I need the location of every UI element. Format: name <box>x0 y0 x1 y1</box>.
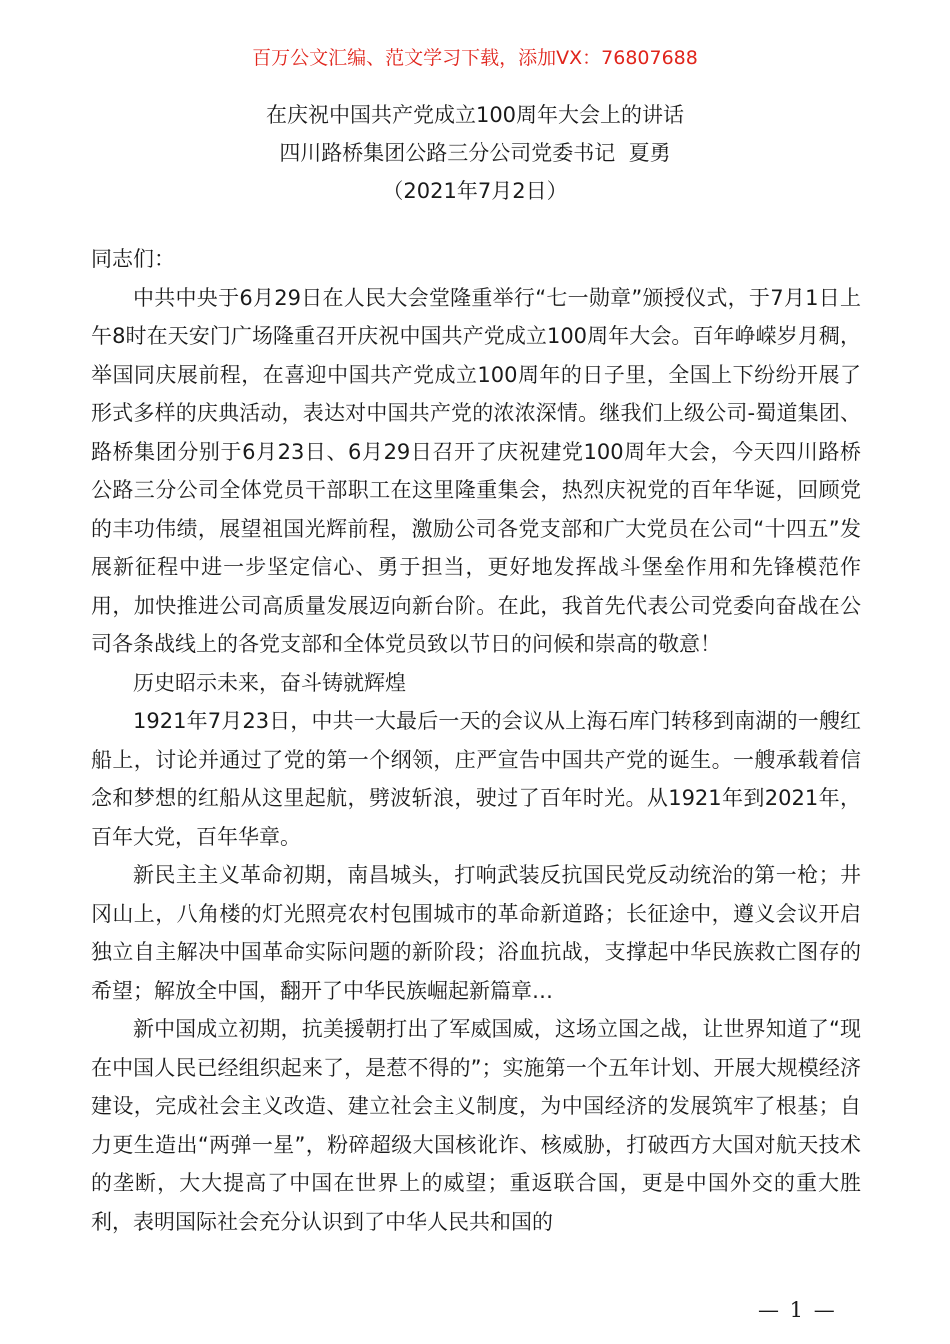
paragraph: 1921年7月23日，中共一大最后一天的会议从上海石库门转移到南湖的一艘红船上，讨论并通过了党的第一个纲领，庄严宣告中国共产党的诞生。一艘承载着信念和梦想的红船从这里起航，劈波斩浪，驶过了百年时光。从1921年到2021年，百年大党，百年华章。 <box>91 709 861 849</box>
paragraph: 新民主主义革命初期，南昌城头，打响武装反抗国民党反动统治的第一枪；井冈山上，八角楼的灯光照亮农村包围城市的革命新道路；长征途中，遵义会议开启独立自主解决中国革命实际问题的新阶段；浴血抗战，支撑起中华民族救亡图存的希望；解放全中国，翻开了中华民族崛起新篇章… <box>91 863 861 1003</box>
watermark-text: 百万公文汇编、范文学习下载，添加VX：76807688 <box>252 47 698 69</box>
page-number: — 1 — <box>758 1298 837 1322</box>
document-author: 四川路桥集团公路三分公司党委书记 夏勇 <box>279 141 671 165</box>
document-title: 在庆祝中国共产党成立100周年大会上的讲话 <box>265 103 685 127</box>
salutation: 同志们： <box>91 247 175 271</box>
paragraph: 新中国成立初期，抗美援朝打出了军威国威，这场立国之战，让世界知道了“现在中国人民已经组织起来了，是惹不得的”；实施第一个五年计划、开展大规模经济建设，完成社会主义改造、建立社会主义制度，为中国经济的发展筑牢了根基；自力更生造出“两弹一星”，粉碎超级大国核讹诈、核威胁，打破西方大国对航天技术的垄断，大大提高了中国在世界上的威望；重返联合国，更是中国外交的重大胜利，表明国际社会充分认识到了中华人民共和国的 <box>91 1017 861 1234</box>
document-header <box>0 96 950 210</box>
document-body <box>91 240 861 1241</box>
section-heading: 历史昭示未来，奋斗铸就辉煌 <box>133 670 406 695</box>
document-date: （2021年7月2日） <box>382 179 568 203</box>
paragraph: 中共中央于6月29日在人民大会堂隆重举行“七一勋章”颁授仪式，于7月1日上午8时在天安门广场隆重召开庆祝中国共产党成立100周年大会。百年峥嵘岁月稠，举国同庆展前程，在喜迎中国共产党成立100周年的日子里，全国上下纷纷开展了形式多样的庆典活动，表达对中国共产党的浓浓深情。继我们上级公司-蜀道集团、路桥集团分别于6月23日、6月29日召开了庆祝建党100周年大会，今天四川路桥公路三分公司全体党员干部职工在这里隆重集会，热烈庆祝党的百年华诞，回顾党的丰功伟绩，展望祖国光辉前程，激励公司各党支部和广大党员在公司“十四五”发展新征程中进一步坚定信心、勇于担当，更好地发挥战斗堡垒作用和先锋模范作用，加快推进公司高质量发展迈向新台阶。在此，我首先代表公司党委向奋战在公司各条战线上的各党支部和全体党员致以节日的问候和崇高的敬意！ <box>91 285 861 656</box>
